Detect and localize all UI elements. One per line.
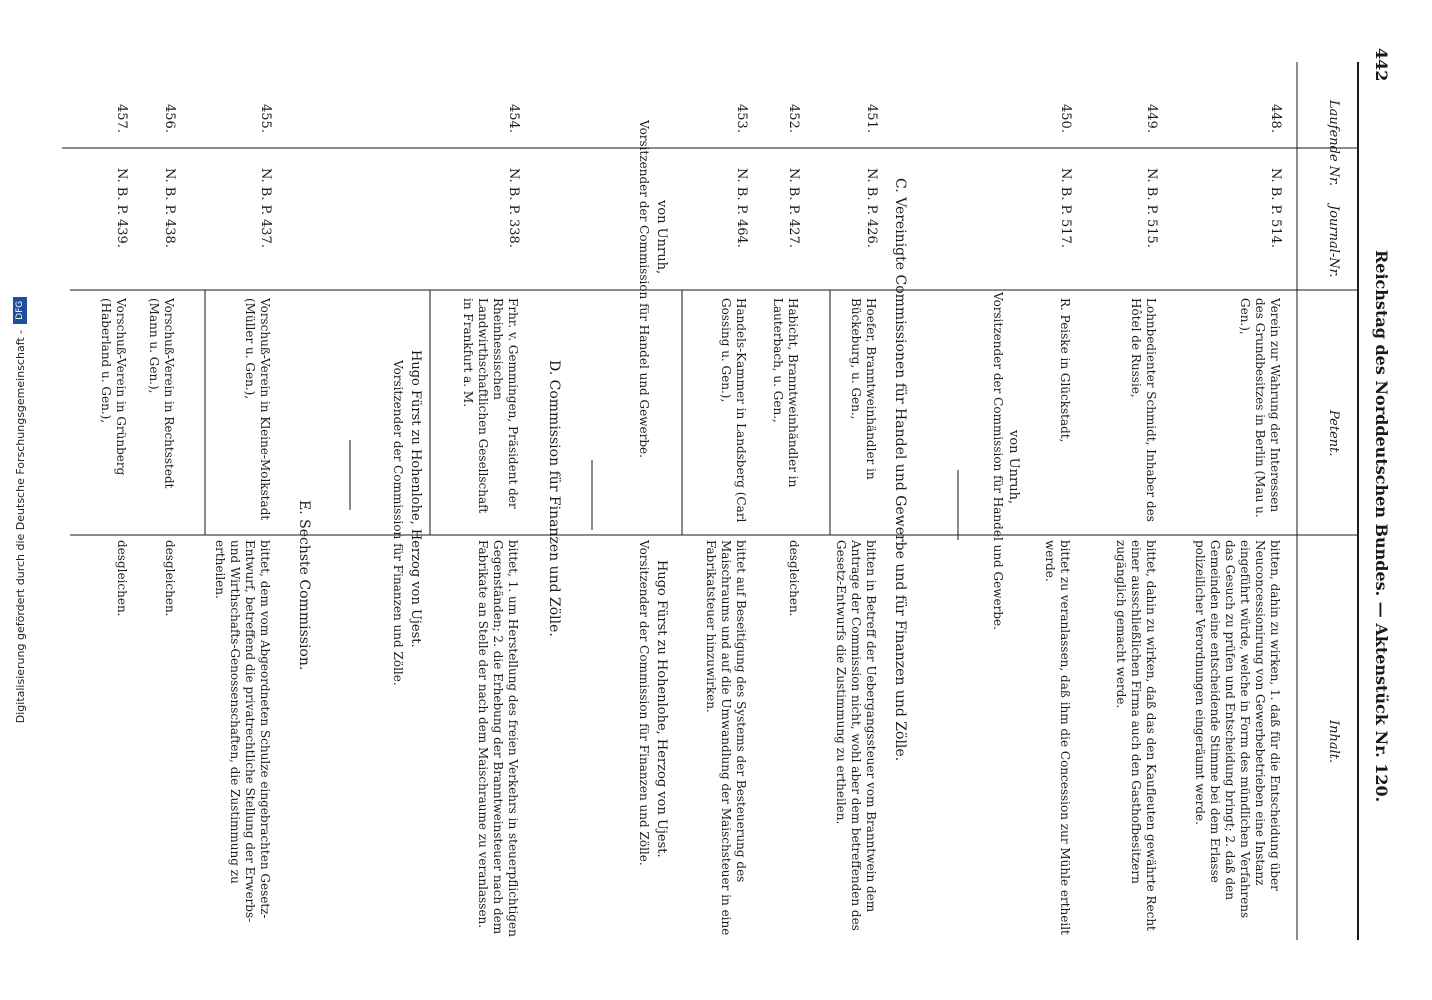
row-452 [768, 104, 801, 617]
row-journal: N. B. P. 514. [1268, 168, 1283, 248]
row-petent: Frhr. v. Gemmingen, Präsident der Rheinhessischen Landwirthschaftlichen Gesellschaft in Frankfurt a. M. [461, 298, 520, 514]
row-journal: N. B. P. 437. [258, 168, 273, 248]
signature-name: von Unruh, [1006, 430, 1021, 505]
header-lfd: Laufende Nr. [1326, 100, 1341, 187]
page-number: 442 [1372, 48, 1391, 82]
row-448 [1170, 104, 1283, 940]
row-nr: 457. [114, 104, 129, 133]
header-journal: Journal-Nr. [1326, 205, 1341, 278]
row-journal: N. B. P. 517. [1058, 168, 1073, 248]
signature-name-2: Hugo Fürst zu Hohenlohe, Herzog von Ujest. [654, 560, 669, 858]
row-nr: 451. [864, 104, 879, 133]
row-inhalt: bittet, dem vom Abgeordneten Schulze eingebrachten Gesetz-Entwurf, betreffend die privatrechtliche Stellung der Erwerbs- und Wirthschafts-Genossenschaften, die Zustimmung zu ertheilen. [213, 540, 272, 923]
header-inhalt: Inhalt. [1326, 720, 1341, 764]
signature-name: von Unruh, [654, 200, 669, 275]
row-nr: 450. [1058, 104, 1073, 133]
row-petent: Vorschuß-Verein in Rechtsstedt (Mann u. Gen.), [147, 298, 176, 489]
row-449 [1094, 104, 1159, 940]
digitization-footer [10, 20, 30, 1000]
signature-name: Hugo Fürst zu Hohenlohe, Herzog von Ujest. [408, 350, 423, 648]
row-inhalt: desgleichen. [163, 540, 177, 617]
row-journal: N. B. P. 439. [114, 168, 129, 248]
row-455 [192, 104, 273, 940]
row-inhalt: bitten in Betreff der Uebergangssteuer vom Branntwein dem Antrage der Commission nicht, wohl aber dem betreffenden des Gesetz-Entwurfs die Zustimmung zu ertheilen. [834, 540, 878, 931]
row-453 [684, 104, 749, 940]
row-journal: N. B. P. 464. [734, 168, 749, 248]
header-petent: Petent. [1326, 410, 1341, 457]
row-petent: Verein zur Wahrung der Interessen des Grundbesitzes in Berlin (Mau u. Gen.), [1238, 298, 1282, 518]
row-inhalt: bittet, dahin zu wirken, daß das den Kaufleuten gewährte Recht einer ausschließlichen Firma auch den Gasthofbesitzern zugänglich gemacht werde. [1114, 540, 1158, 931]
signature-role: Vorsitzender der Commission für Handel und Gewerbe. [991, 292, 1005, 630]
row-454 [440, 104, 521, 940]
row-petent: R. Peiske in Glückstadt, [1058, 298, 1072, 443]
row-journal: N. B. P. 515. [1144, 168, 1159, 248]
row-journal: N. B. P. 427. [786, 168, 801, 248]
signature-role: Vorsitzender der Commission für Finanzen und Zölle. [391, 360, 405, 686]
section-title-e: E. Sechste Commission. [296, 500, 312, 671]
row-inhalt: bittet auf Beseitigung des Systems der Besteuerung des Maischraums und auf die Umwandlung der Maischsteuer in eine Fabrikatsteuer hinzuwirken. [704, 540, 748, 936]
section-title-d: D. Commission für Finanzen und Zölle. [546, 360, 562, 637]
row-petent: Hoefer, Branntweinhändler in Bückeburg, u. Gen., [849, 298, 878, 480]
row-journal: N. B. P. 426. [864, 168, 879, 248]
row-petent: Handels-Kammer in Landsberg (Carl Gossing u. Gen.), [719, 298, 748, 523]
row-petent: Habicht, Branntweinhändler in Lauterbach, u. Gen., [771, 298, 800, 488]
row-nr: 452. [786, 104, 801, 133]
row-petent: Vorschuß-Verein in Kleine-Molkstadt (Müller u. Gen.), [243, 298, 272, 521]
section-title-c: C. Vereinigte Commissionen für Handel und Gewerbe und für Finanzen und Zölle. [892, 178, 908, 762]
row-nr: 454. [506, 104, 521, 133]
row-456 [144, 104, 177, 617]
row-457 [96, 104, 129, 617]
row-nr: 456. [162, 104, 177, 133]
running-head: Reichstag des Norddeutschen Bundes. — Aktenstück Nr. 120. [1372, 250, 1391, 803]
footer-text: Digitalisierung gefördert durch die Deutsche Forschungsgemeinschaft - [13, 329, 27, 724]
row-journal: N. B. P. 438. [162, 168, 177, 248]
signature-role: Vorsitzender der Commission für Handel und Gewerbe. [637, 120, 651, 458]
row-inhalt: desgleichen. [787, 540, 801, 617]
signature-role-2: Vorsitzender der Commission für Finanzen und Zölle. [637, 540, 651, 866]
row-inhalt: desgleichen. [115, 540, 129, 617]
row-inhalt: bittet zu veranlassen, daß ihm die Concession zur Mühle ertheilt werde. [1043, 540, 1072, 935]
dfg-logo: DFG [13, 297, 27, 324]
row-451 [814, 104, 879, 940]
row-nr: 449. [1144, 104, 1159, 133]
row-journal: N. B. P. 338. [506, 168, 521, 248]
row-nr: 448. [1268, 104, 1283, 133]
row-nr: 453. [734, 104, 749, 133]
row-nr: 455. [258, 104, 273, 133]
row-inhalt: bitten, dahin zu wirken, 1. daß für die Entscheidung über Neuconcessionirung von Gewerbebetrieben eine Instanz eingeführt würde, welche in Form des mündlichen Verfahrens das Gesuch zu prüfen und Entscheidung bringt; 2. daß den Gemeinden eine entscheidende Stimme bei dem Erlasse polizeilicher Verordnungen eingeräumt werde. [1193, 540, 1282, 919]
row-petent: Lohnbedienter Schmidt, Inhaber des Hôtel de Russie, [1129, 298, 1158, 522]
row-petent: Vorschuß-Verein in Grünberg (Haberland u. Gen.), [99, 298, 128, 476]
row-450 [1036, 104, 1073, 940]
row-inhalt: bittet, 1. um Herstellung des freien Verkehrs in steuerpflichtigen Gegenständen; 2. die Erhebung der Branntweinsteuer nach dem Fabrikate an Stelle der nach dem Maischraume zu veranlassen. [476, 540, 520, 937]
